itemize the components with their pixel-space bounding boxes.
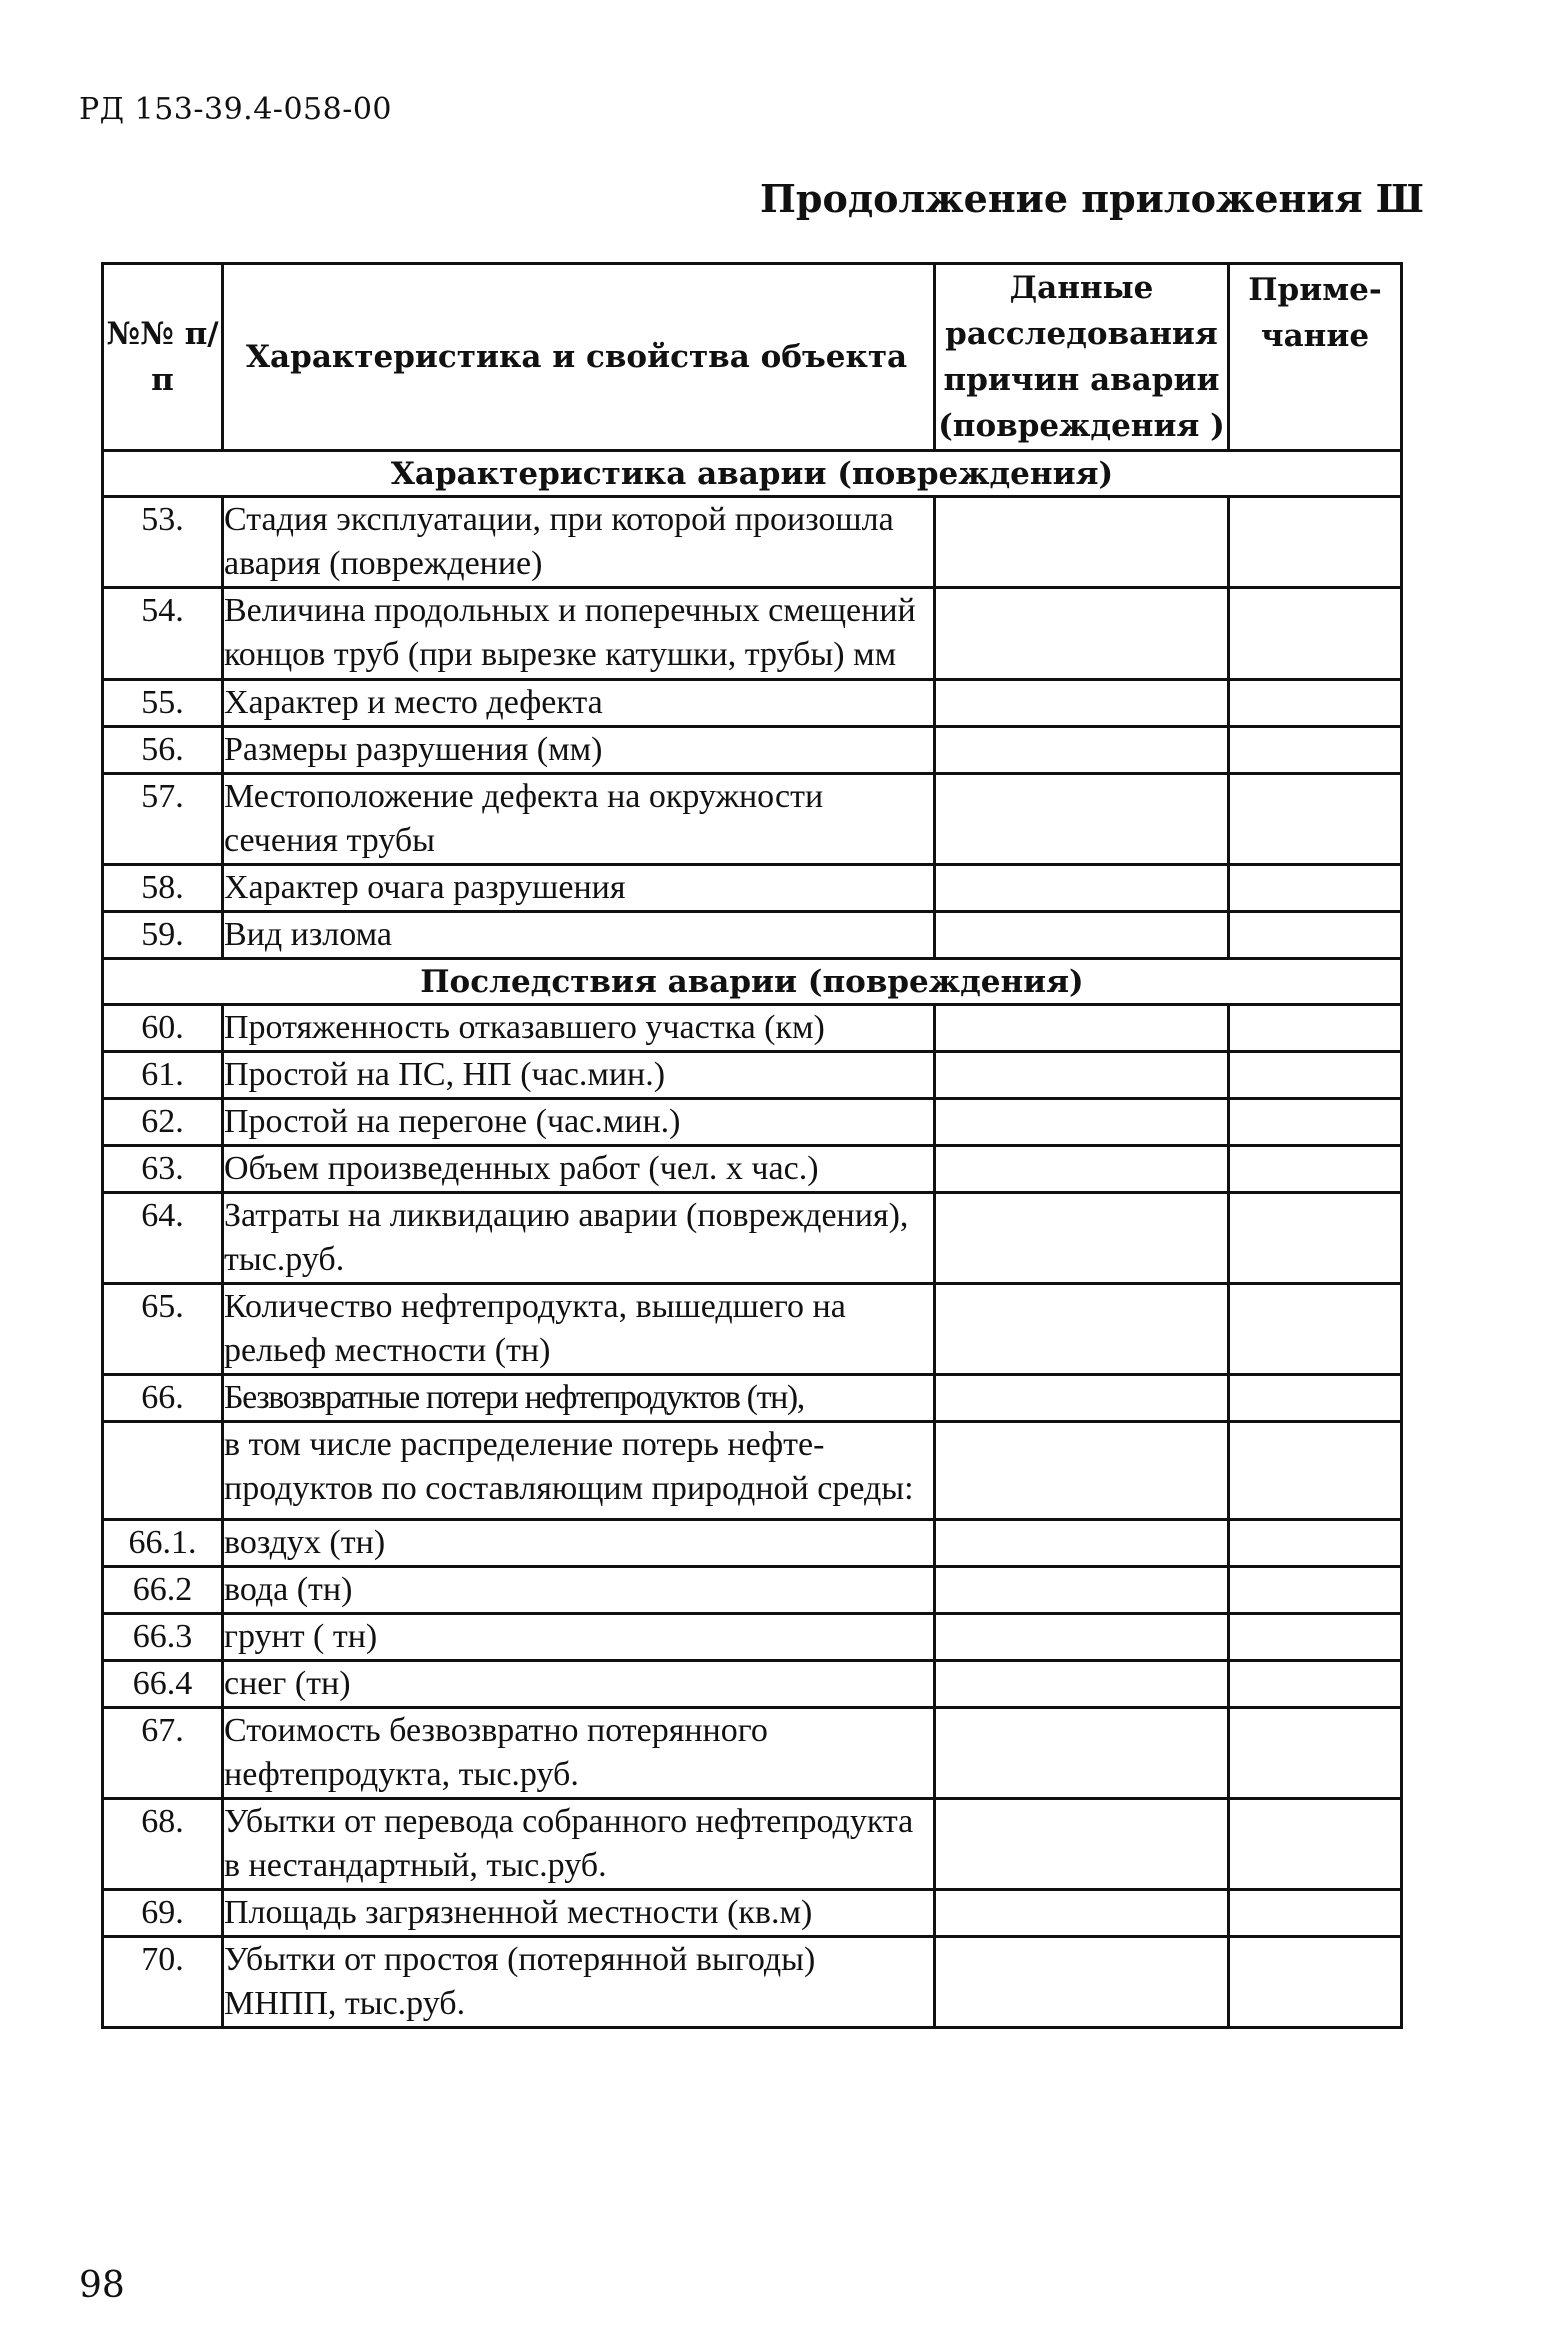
row-characteristic: Убытки от простоя (потерянной выгоды) МНПП, тыс.руб. — [223, 1937, 935, 2028]
row-note-cell — [1229, 588, 1402, 680]
table-row — [103, 727, 1402, 774]
row-note-cell — [1229, 1052, 1402, 1099]
table-row — [103, 1567, 1402, 1614]
row-investigation-data-cell — [935, 1708, 1229, 1799]
row-number: 57. — [103, 774, 223, 865]
row-number: 70. — [103, 1937, 223, 2028]
row-investigation-data-cell — [935, 1799, 1229, 1890]
table-body — [103, 451, 1402, 2028]
table-row — [103, 1614, 1402, 1661]
table-row — [103, 1146, 1402, 1193]
row-number: 65. — [103, 1284, 223, 1375]
row-characteristic: Протяженность отказавшего участка (км) — [223, 1005, 935, 1052]
row-characteristic: Простой на ПС, НП (час.мин.) — [223, 1052, 935, 1099]
table-row — [103, 1284, 1402, 1375]
row-number: 55. — [103, 680, 223, 727]
row-note-cell — [1229, 1375, 1402, 1422]
row-investigation-data-cell — [935, 774, 1229, 865]
row-characteristic: Количество нефтепродукта, вышедшего на рельеф местности (тн) — [223, 1284, 935, 1375]
table-row — [103, 1890, 1402, 1937]
row-characteristic: Местоположение дефекта на окружности сечения трубы — [223, 774, 935, 865]
row-characteristic: в том числе распределение потерь нефте-продуктов по составляющим природной среды: — [223, 1422, 935, 1520]
row-note-cell — [1229, 680, 1402, 727]
table-row — [103, 1661, 1402, 1708]
table-row — [103, 1099, 1402, 1146]
section-header-row — [103, 959, 1402, 1005]
row-number: 66.3 — [103, 1614, 223, 1661]
table-row — [103, 497, 1402, 588]
table-row — [103, 1520, 1402, 1567]
row-investigation-data-cell — [935, 1567, 1229, 1614]
row-number: 66. — [103, 1375, 223, 1422]
table-row — [103, 1005, 1402, 1052]
row-characteristic: Характер и место дефекта — [223, 680, 935, 727]
table-row — [103, 1375, 1402, 1422]
row-note-cell — [1229, 1708, 1402, 1799]
row-note-cell — [1229, 1937, 1402, 2028]
row-investigation-data-cell — [935, 912, 1229, 959]
table-row — [103, 774, 1402, 865]
appendix-continuation-title: Продолжение приложения Ш — [760, 176, 1424, 221]
header-num: №№ п/п — [103, 264, 223, 451]
row-number: 66.2 — [103, 1567, 223, 1614]
table-row — [103, 1193, 1402, 1284]
row-investigation-data-cell — [935, 1937, 1229, 2028]
row-characteristic: Убытки от перевода собранного нефтепродукта в нестандартный, тыс.руб. — [223, 1799, 935, 1890]
row-characteristic: Стадия эксплуатации, при которой произошла авария (повреждение) — [223, 497, 935, 588]
row-investigation-data-cell — [935, 680, 1229, 727]
row-number: 66.1. — [103, 1520, 223, 1567]
row-characteristic: Площадь загрязненной местности (кв.м) — [223, 1890, 935, 1937]
row-number: 62. — [103, 1099, 223, 1146]
row-investigation-data-cell — [935, 1052, 1229, 1099]
table-row — [103, 1708, 1402, 1799]
table-row — [103, 1799, 1402, 1890]
table-row — [103, 865, 1402, 912]
row-characteristic: Простой на перегоне (час.мин.) — [223, 1099, 935, 1146]
row-number: 56. — [103, 727, 223, 774]
row-note-cell — [1229, 912, 1402, 959]
row-number: 67. — [103, 1708, 223, 1799]
row-characteristic: Объем произведенных работ (чел. х час.) — [223, 1146, 935, 1193]
row-characteristic: вода (тн) — [223, 1567, 935, 1614]
row-note-cell — [1229, 1890, 1402, 1937]
row-investigation-data-cell — [935, 1890, 1229, 1937]
table-row — [103, 1422, 1402, 1520]
row-note-cell — [1229, 727, 1402, 774]
row-characteristic: Затраты на ликвидацию аварии (повреждения), тыс.руб. — [223, 1193, 935, 1284]
row-number: 64. — [103, 1193, 223, 1284]
row-number: 68. — [103, 1799, 223, 1890]
row-investigation-data-cell — [935, 1193, 1229, 1284]
row-number: 69. — [103, 1890, 223, 1937]
row-characteristic: воздух (тн) — [223, 1520, 935, 1567]
row-characteristic: грунт ( тн) — [223, 1614, 935, 1661]
row-number: 53. — [103, 497, 223, 588]
row-number: 58. — [103, 865, 223, 912]
row-characteristic: Величина продольных и поперечных смещений концов труб (при вырезке катушки, трубы) мм — [223, 588, 935, 680]
table-row — [103, 912, 1402, 959]
row-note-cell — [1229, 1614, 1402, 1661]
row-investigation-data-cell — [935, 727, 1229, 774]
row-note-cell — [1229, 1284, 1402, 1375]
row-note-cell — [1229, 1099, 1402, 1146]
row-investigation-data-cell — [935, 1099, 1229, 1146]
row-investigation-data-cell — [935, 1614, 1229, 1661]
table-row — [103, 588, 1402, 680]
investigation-table — [101, 262, 1403, 2029]
row-investigation-data-cell — [935, 1520, 1229, 1567]
header-note: Приме- чание — [1229, 264, 1402, 451]
row-investigation-data-cell — [935, 497, 1229, 588]
table-row — [103, 680, 1402, 727]
document-code: РД 153-39.4-058-00 — [79, 92, 393, 127]
row-investigation-data-cell — [935, 1005, 1229, 1052]
row-note-cell — [1229, 497, 1402, 588]
row-note-cell — [1229, 1799, 1402, 1890]
header-characteristic: Характеристика и свойства объекта — [223, 264, 935, 451]
row-note-cell — [1229, 1661, 1402, 1708]
row-number — [103, 1422, 223, 1520]
row-note-cell — [1229, 865, 1402, 912]
row-investigation-data-cell — [935, 1375, 1229, 1422]
row-investigation-data-cell — [935, 1146, 1229, 1193]
row-investigation-data-cell — [935, 1422, 1229, 1520]
row-note-cell — [1229, 1005, 1402, 1052]
table-header-row — [103, 264, 1402, 451]
page-number: 98 — [79, 2265, 125, 2306]
row-note-cell — [1229, 1567, 1402, 1614]
row-investigation-data-cell — [935, 1284, 1229, 1375]
section-title: Характеристика аварии (повреждения) — [103, 451, 1402, 497]
row-number: 60. — [103, 1005, 223, 1052]
row-characteristic: снег (тн) — [223, 1661, 935, 1708]
section-title: Последствия аварии (повреждения) — [103, 959, 1402, 1005]
row-number: 61. — [103, 1052, 223, 1099]
row-characteristic: Стоимость безвозвратно потерянного нефтепродукта, тыс.руб. — [223, 1708, 935, 1799]
row-characteristic: Безвозвратные потери нефтепродуктов (тн), — [223, 1375, 935, 1422]
row-note-cell — [1229, 1520, 1402, 1567]
row-number: 63. — [103, 1146, 223, 1193]
row-note-cell — [1229, 1146, 1402, 1193]
table-row — [103, 1052, 1402, 1099]
row-number: 54. — [103, 588, 223, 680]
row-number: 59. — [103, 912, 223, 959]
row-investigation-data-cell — [935, 865, 1229, 912]
row-note-cell — [1229, 1422, 1402, 1520]
row-number: 66.4 — [103, 1661, 223, 1708]
table-row — [103, 1937, 1402, 2028]
row-note-cell — [1229, 1193, 1402, 1284]
row-investigation-data-cell — [935, 1661, 1229, 1708]
header-investigation-data: Данные расследования причин аварии (повреждения ) — [935, 264, 1229, 451]
row-characteristic: Характер очага разрушения — [223, 865, 935, 912]
row-characteristic: Вид излома — [223, 912, 935, 959]
row-note-cell — [1229, 774, 1402, 865]
section-header-row — [103, 451, 1402, 497]
row-characteristic: Размеры разрушения (мм) — [223, 727, 935, 774]
row-investigation-data-cell — [935, 588, 1229, 680]
